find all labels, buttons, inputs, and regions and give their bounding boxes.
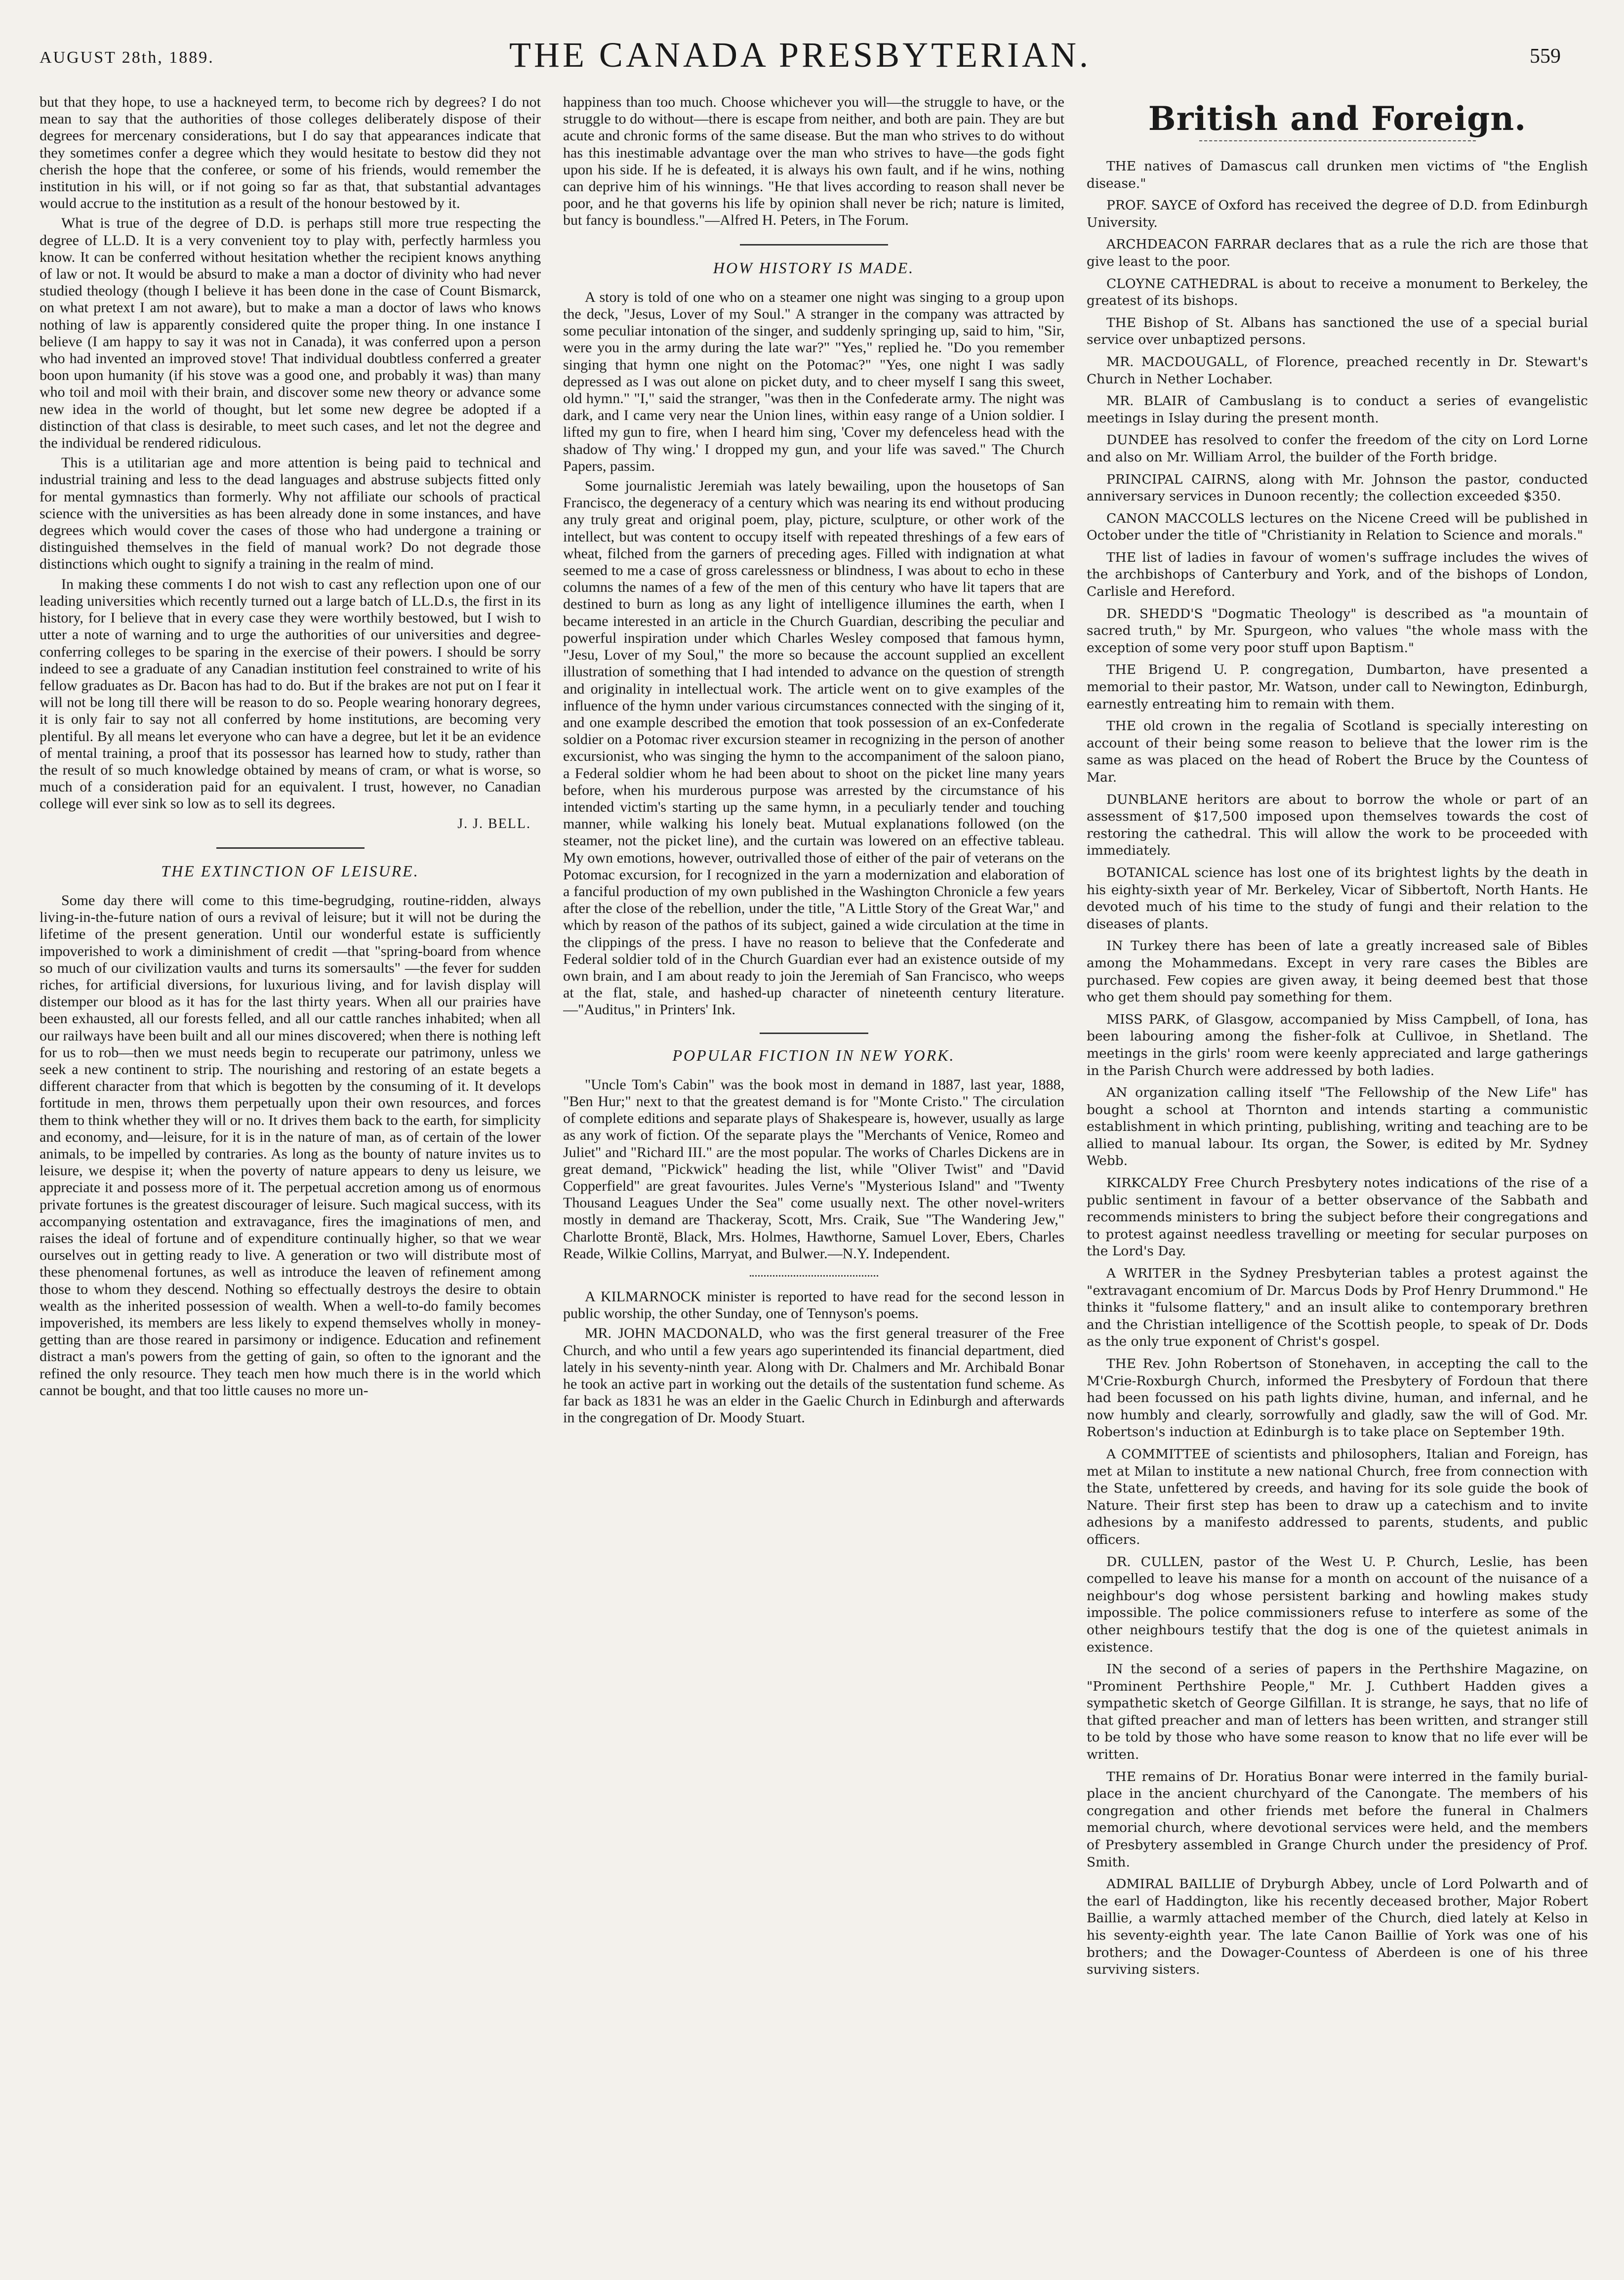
- news-item: ARCHDEACON FARRAR declares that as a rule the rich are those that give least to the poor.: [1087, 237, 1588, 269]
- divider: [1199, 140, 1476, 141]
- issue-date: AUGUST 28th, 1889.: [40, 48, 214, 67]
- news-item: THE list of ladies in favour of women's suffrage includes the wives of the archbishops of Canterbury and York, and of the bishops of London, Carlisle and Hereford.: [1087, 549, 1588, 600]
- news-item: ADMIRAL BAILLIE of Dryburgh Abbey, uncle of Lord Polwarth and of the earl of Haddington, like his recently deceased brother, Major Robert Baillie, a warmly attached member of the Church, died lately at Kelso in his seventy-eighth year. The late Canon Baillie of York was one of his brothers; and the Dowager-Countess of Aberdeen is one of his three surviving sisters.: [1087, 1876, 1588, 1978]
- news-item: DR. SHEDD'S "Dogmatic Theology" is described as "a mountain of sacred truth," by Mr. Spurgeon, who values "the whole mass with the exception of some very poor stuff upon Baptism.": [1087, 606, 1588, 656]
- article-paragraph: but that they hope, to use a hackneyed term, to become rich by degrees? I do not mean to say that the authorities of those colleges deliberately dispose of their degrees for mercenary considerations, but I do say that appearances indicate that they sometimes confer a degree which they would hesitate to bestow did they not cherish the hope that the conferee, or some of his friends, would remember the institution in his will, or if not going so far as that, that substantial advantages would accrue to the institution as a result of the honour bestowed by it.: [40, 94, 541, 212]
- article-signature: J. J. BELL.: [457, 816, 531, 831]
- news-item: AN organization calling itself "The Fellowship of the New Life" has bought a school at Thornton and intends starting a communistic establishment in which printing, publishing, writing and teaching are to be allied to manual labour. Its organ, the Sower, is edited by Mr. Sydney Webb.: [1087, 1085, 1588, 1169]
- column-2: [563, 94, 1064, 2258]
- news-item: DUNDEE has resolved to confer the freedom of the city on Lord Lorne and also on Mr. William Arrol, the builder of the Forth bridge.: [1087, 432, 1588, 465]
- news-item: PROF. SAYCE of Oxford has received the degree of D.D. from Edinburgh University.: [1087, 198, 1588, 230]
- news-item: MR. JOHN MACDONALD, who was the first general treasurer of the Free Church, and who until a few years ago superintended its financial department, died lately in his seventy-ninth year. Along with Dr. Chalmers and Mr. Archibald Bonar he took an active part in working out the details of the sustentation fund scheme. As far back as 1831 he was an elder in the Gaelic Church in Edinburgh and afterwards in the congregation of Dr. Moody Stuart.: [563, 1325, 1064, 1426]
- news-item: THE Brigend U. P. congregation, Dumbarton, have presented a memorial to their pastor, Mr. Watson, under call to Newington, Edinburgh, earnestly entreating him to remain with them.: [1087, 662, 1588, 712]
- news-item: CANON MACCOLLS lectures on the Nicene Creed will be published in October under the title of "Christianity in Relation to Science and morals.": [1087, 510, 1588, 543]
- news-item: THE Bishop of St. Albans has sanctioned the use of a special burial service over unbaptized persons.: [1087, 315, 1588, 348]
- news-item: KIRKCALDY Free Church Presbytery notes indications of the rise of a public sentiment in favour of a better observance of the Sabbath and recommends ministers to bring the subject before their congregations and to protest against needless travelling or meeting for secular purposes on the Lord's Day.: [1087, 1175, 1588, 1259]
- news-item: DR. CULLEN, pastor of the West U. P. Church, Leslie, has been compelled to leave his manse for a month on account of the nuisance of a neighbour's dog whose persistent barking and howling makes study impossible. The police commissioners refuse to interfere as some of the other neighbours testify that the dog is one of the quietest animals in existence.: [1087, 1554, 1588, 1655]
- news-item: THE old crown in the regalia of Scotland is specially interesting on account of their being some reason to believe that the lower rim is the same as was placed on the head of Robert the Bruce by the Countess of Mar.: [1087, 718, 1588, 785]
- paper-title: THE CANADA PRESBYTERIAN.: [509, 35, 1092, 75]
- article-paragraph: happiness than too much. Choose whichever you will—the struggle to have, or the struggle to do without—there is escape from neither, and both are pain. They are but acute and chronic forms of the same disease. But the man who strives to do without has this inestimable advantage over the man who strives to have—the gods fight upon his side. If he is defeated, it is always his own fault, and if he wins, nothing can deprive him of his winnings. "He that lives according to reason shall never be poor, and he that governs his life by opinion shall never be rich; nature is limited, but fancy is boundless."—Alfred H. Peters, in The Forum.: [563, 94, 1064, 229]
- article-paragraph: Some day there will come to this time-begrudging, routine-ridden, always living-in-the-future nation of ours a revival of leisure; but it will not be during the lifetime of the present generation. Until our wonderful estate is sufficiently impoverished to work a diminishment of credit —that "spring-board from whence so much of our civilization vaults and turns its somersaults" —the fever for sudden riches, for artificial diversions, for luxurious living, and for lavish display will distemper our blood as it has for the last thirty years. When all our prairies have been exhausted, all our forests felled, and all our cattle ranches inhabited; when all our railways have been built and all our mines discovered; when there is nothing left for us to rob—then we must needs begin to recuperate our patrimony, unless we seek a new continent to strip. The nourishing and restoring of an estate begets a different character from that which is begotten by the consuming of it. It develops fortitude in men, throws them perpetually upon their own resources, and forces them to think whether they will or no. It drives them back to the earth, for simplicity and economy, and—leisure, for it is in the nature of man, as of certain of the lower animals, to be impelled by contraries. As long as the bounty of nature invites us to leisure, we despise it; when the poverty of nature appears to deny us leisure, we appreciate it and possess more of it. The perpetual accretion among us of enormous private fortunes is the greatest discourager of leisure. Such magical success, with its accompanying ostentation and extravagance, fires the imaginations of men, and raises the ideal of fortune and of expenditure continually higher, so that we wear ourselves out in getting ready to live. A generation or two will distribute most of these phenomenal fortunes, as well as introduce the leaven of refinement among those to whom they descend. Nothing so effectually destroys the desire to obtain wealth as the inherited possession of wealth. When a well-to-do family becomes impoverished, its members are less likely to expend themselves wholly in money-getting than are those reared in parsimony or indigence. Education and refinement distract a man's powers from the getting of gain, so often to the ignorant and the refined the only resource. They teach men how much there is in the world which cannot be bought, and that too little causes no more un-: [40, 892, 541, 1399]
- page-number: 559: [1530, 45, 1561, 68]
- divider: [216, 847, 365, 849]
- news-item: MR. BLAIR of Cambuslang is to conduct a series of evangelistic meetings in Islay during the present month.: [1087, 393, 1588, 426]
- divider: [740, 244, 888, 246]
- article-heading: THE EXTINCTION OF LEISURE.: [161, 862, 419, 880]
- masthead: [40, 35, 1561, 79]
- divider: [750, 1275, 878, 1277]
- divider: [760, 1033, 868, 1034]
- news-item: BOTANICAL science has lost one of its brightest lights by the death in his eighty-sixth year of Mr. Berkeley, Vicar of Sibbertoft, North Hants. He devoted much of his time to the study of fungi and their relation to the diseases of plants.: [1087, 865, 1588, 932]
- news-item: MR. MACDOUGALL, of Florence, preached recently in Dr. Stewart's Church in Nether Lochaber.: [1087, 354, 1588, 387]
- article-paragraph: What is true of the degree of D.D. is perhaps still more true respecting the degree of LL.D. It is a very convenient toy to play with, perfectly harmless you know. It can be conferred without hesitation whether the recipient knows anything of law or not. It would be absurd to make a man a doctor of divinity who had never studied theology (though I believe it has been done in the case of Count Bismarck, on what pretext I am not aware), but to make a man a doctor of laws who knows nothing of law is apparently considered quite the proper thing. In one instance I believe (I am happy to say it was not in Canada), it was conferred upon a person who had invented an improved stove! That individual doubtless conferred a greater boon upon humanity (if his stove was a good one, and probably it was) than many who toil and moil with their brain, and discover some new theory or advance some new idea in the world of thought, but let some new degree be adopted if a distinction of that class is desirable, to meet such cases, and let not the degree and the individual be rendered ridiculous.: [40, 215, 541, 452]
- news-item: IN the second of a series of papers in the Perthshire Magazine, on "Prominent Perthshire People," Mr. J. Cuthbert Hadden gives a sympathetic sketch of George Gilfillan. It is strange, he says, that no life of that gifted preacher and man of letters has been written, and stranger still to be told by those who have some reason to know that no life ever will be written.: [1087, 1661, 1588, 1763]
- article-paragraph: In making these comments I do not wish to cast any reflection upon one of our leading universities which recently turned out a large batch of LL.D.s, the first in its history, for I believe that in every case they were worthily bestowed, but I wish to utter a note of warning and to urge the authorities of our universities and degree-conferring colleges to be sparing in the exercise of their powers. I should be sorry indeed to see a graduate of any Canadian institution feel constrained to write of his fellow graduates as Dr. Bacon has had to do. But if the brakes are not put on I fear it will not be long till there will be reason to do so. People wearing honorary degrees, it is only fair to say not all conferred by home institutions, are becoming very plentiful. By all means let everyone who can have a degree, but let it be an evidence of mental training, a proof that its possessor has learned how to study, rather than the result of so much knowledge obtained by means of cram, or what is worse, so much of a consideration paid for an equivalent. I trust, however, no Canadian college will ever sink so low as to sell its degrees.: [40, 576, 541, 812]
- news-item: DUNBLANE heritors are about to borrow the whole or part of an assessment of $17,500 imposed upon themselves towards the cost of restoring the cathedral. This will allow the work to be proceeded with immediately.: [1087, 791, 1588, 859]
- section-title: British and Foreign.: [1148, 99, 1527, 138]
- news-item: THE natives of Damascus call drunken men victims of "the English disease.": [1087, 159, 1588, 191]
- news-item: MISS PARK, of Glasgow, accompanied by Miss Campbell, of Iona, has been labouring among the fisher-folk at Cullivoe, in Shetland. The meetings in the girls' room were keenly appreciated and large gatherings in the Parish Church were addressed by both ladies.: [1087, 1011, 1588, 1078]
- article-paragraph: This is a utilitarian age and more attention is being paid to technical and industrial training and less to the dead languages and abstruse subjects fitted only for mental gymnastics than formerly. Why not affiliate our schools of practical science with the universities as has been already done in some instances, and have degrees which would cover the cases of those who had undergone a training or distinguished themselves in the field of manual work? Do not degrade those distinctions which ought to signify a training in the realm of mind.: [40, 455, 541, 573]
- news-item: A WRITER in the Sydney Presbyterian tables a protest against the "extravagant encomium of Dr. Marcus Dods by Prof Henry Drummond." He thinks it "fulsome flattery," and an insult alike to contemporary brethren and the Christian intelligence of the Scottish people, to speak of Dr. Dods as the only true exponent of Christ's gospel.: [1087, 1266, 1588, 1350]
- news-item: IN Turkey there has been of late a greatly increased sale of Bibles among the Mohammedans. Except in very rare cases the Bibles are purchased. Few copies are given away, it being deemed best that those who get them should pay something for them.: [1087, 938, 1588, 1005]
- column-1: [40, 94, 541, 2258]
- news-item: THE remains of Dr. Horatius Bonar were interred in the family burial-place in the ancient churchyard of the Canongate. The members of his congregation and other friends met before the funeral in Chalmers memorial church, where devotional services were held, and the members of Presbytery assembled in Grange Church under the presidency of Prof. Smith.: [1087, 1769, 1588, 1870]
- article-paragraph: "Uncle Tom's Cabin" was the book most in demand in 1887, last year, 1888, "Ben Hur;" next to that the greatest demand is for "Monte Cristo." The circulation of complete editions and separate plays of Shakespeare is, however, usually as large as any work of fiction. Of the separate plays the "Merchants of Venice, Romeo and Juliet" and "Richard III." are the most popular. The works of Charles Dickens are in great demand, "Pickwick" heading the list, while "Oliver Twist" and "David Copperfield" are great favourites. Jules Verne's "Mysterious Island" and "Twenty Thousand Leagues Under the Sea" come usually next. The other novel-writers mostly in demand are Thackeray, Scott, Mrs. Craik, Sue "The Wandering Jew," Charlotte Brontë, Black, Mrs. Holmes, Hawthorne, Samuel Lover, Ebers, Charles Reade, Wilkie Collins, Marryat, and Bulwer.—N.Y. Independent.: [563, 1076, 1064, 1262]
- column-3: [1087, 94, 1588, 2258]
- article-paragraph: Some journalistic Jeremiah was lately bewailing, upon the housetops of San Francisco, the degeneracy of a century which was nearing its end without producing any truly great and original poem, play, picture, sculpture, or other work of the intellect, but was content to occupy itself with repeated threshings of a few ears of wheat, filched from the garners of preceding ages. Filled with indignation at what seemed to me a case of gross carelessness or blindness, I was about to echo in these columns the names of a few of the men of this century who have lit tapers that are destined to burn as long as any light of intelligence illumines the earth, when I became interested in an article in the Church Guardian, describing the peculiar and powerful inspiration under which Charles Wesley composed that famous hymn, "Jesu, Lover of my Soul," the more so because the account supplied an excellent illustration of something that I had intended to advance on the question of strength and originality in intellectual work. The article went on to give examples of the influence of the hymn under various circumstances connected with the singing of it, and one example described the emotion that took possession of an ex-Confederate soldier on a Potomac river excursion steamer in recognizing in the person of another excursionist, who was singing the hymn to the accompaniment of the saloon piano, a Federal soldier whom he had been about to shoot on the picket line many years before, when his murderous purpose was arrested by the circumstance of his intended victim's starting up the same hymn, in a peculiarly tender and touching manner, while walking his lonely beat. Mutual explanations followed (on the steamer, not the picket line), and the curtain was lowered on an effective tableau. My own emotions, however, outrivalled those of either of the pair of veterans on the Potomac excursion, for I recognized in the yarn a modernization and elaboration of a fanciful production of my own published in the Washington Chronicle a few years after the close of the rebellion, under the title, "A Little Story of the Great War," and which by reason of the pathos of its subject, gained a wide circulation at the time in the clippings of the press. I have no reason to believe that the Confederate and Federal soldier told of in the Church Guardian ever had an existence outside of my own brain, and I am about ready to join the Jeremiah of San Francisco, who weeps at the flat, stale, and hashed-up character of nineteenth century literature.—"Auditus," in Printers' Ink.: [563, 478, 1064, 1018]
- news-item: A COMMITTEE of scientists and philosophers, Italian and Foreign, has met at Milan to institute a new national Church, free from connection with the State, unfettered by creeds, and having for its sole guide the book of Nature. Their first step has been to draw up a catechism and to invite adhesions by a manifesto addressed to parents, students, and public officers.: [1087, 1446, 1588, 1547]
- news-item: CLOYNE CATHEDRAL is about to receive a monument to Berkeley, the greatest of its bishops.: [1087, 276, 1588, 309]
- news-item: PRINCIPAL CAIRNS, along with Mr. Johnson the pastor, conducted anniversary services in Dunoon recently; the collection exceeded $350.: [1087, 471, 1588, 504]
- news-item: THE Rev. John Robertson of Stonehaven, in accepting the call to the M'Crie-Roxburgh Church, informed the Presbytery of Fordoun that there had been focussed on his path lights divine, human, and infernal, and he now humbly and clearly, sorrowfully and gladly, saw the will of God. Mr. Robertson's induction at Edinburgh is to take place on September 19th.: [1087, 1356, 1588, 1440]
- article-paragraph: A story is told of one who on a steamer one night was singing to a group upon the deck, "Jesus, Lover of my Soul." A stranger in the company was attracted by some peculiar intonation of the singer, and suddenly springing up, said to him, "Sir, were you in the army during the late war?" "Yes," replied he. "Do you remember singing that hymn one night on the Potomac?" "Yes, one night I was sadly depressed as I was out alone on picket duty, and to cheer myself I sang this sweet, old hymn." "I," said the stranger, "was then in the Confederate army. The night was dark, and I came very near the Union lines, within easy range of a Union soldier. I lifted my gun to fire, when I heard him sing, 'Cover my defenceless head with the shadow of Thy wing.' I dropped my gun, and your life was saved." The Church Papers, passim.: [563, 289, 1064, 474]
- article-heading: POPULAR FICTION IN NEW YORK.: [672, 1046, 955, 1064]
- news-item: A KILMARNOCK minister is reported to have read for the second lesson in public worship, the other Sunday, one of Tennyson's poems.: [563, 1288, 1064, 1322]
- article-heading: HOW HISTORY IS MADE.: [713, 258, 915, 277]
